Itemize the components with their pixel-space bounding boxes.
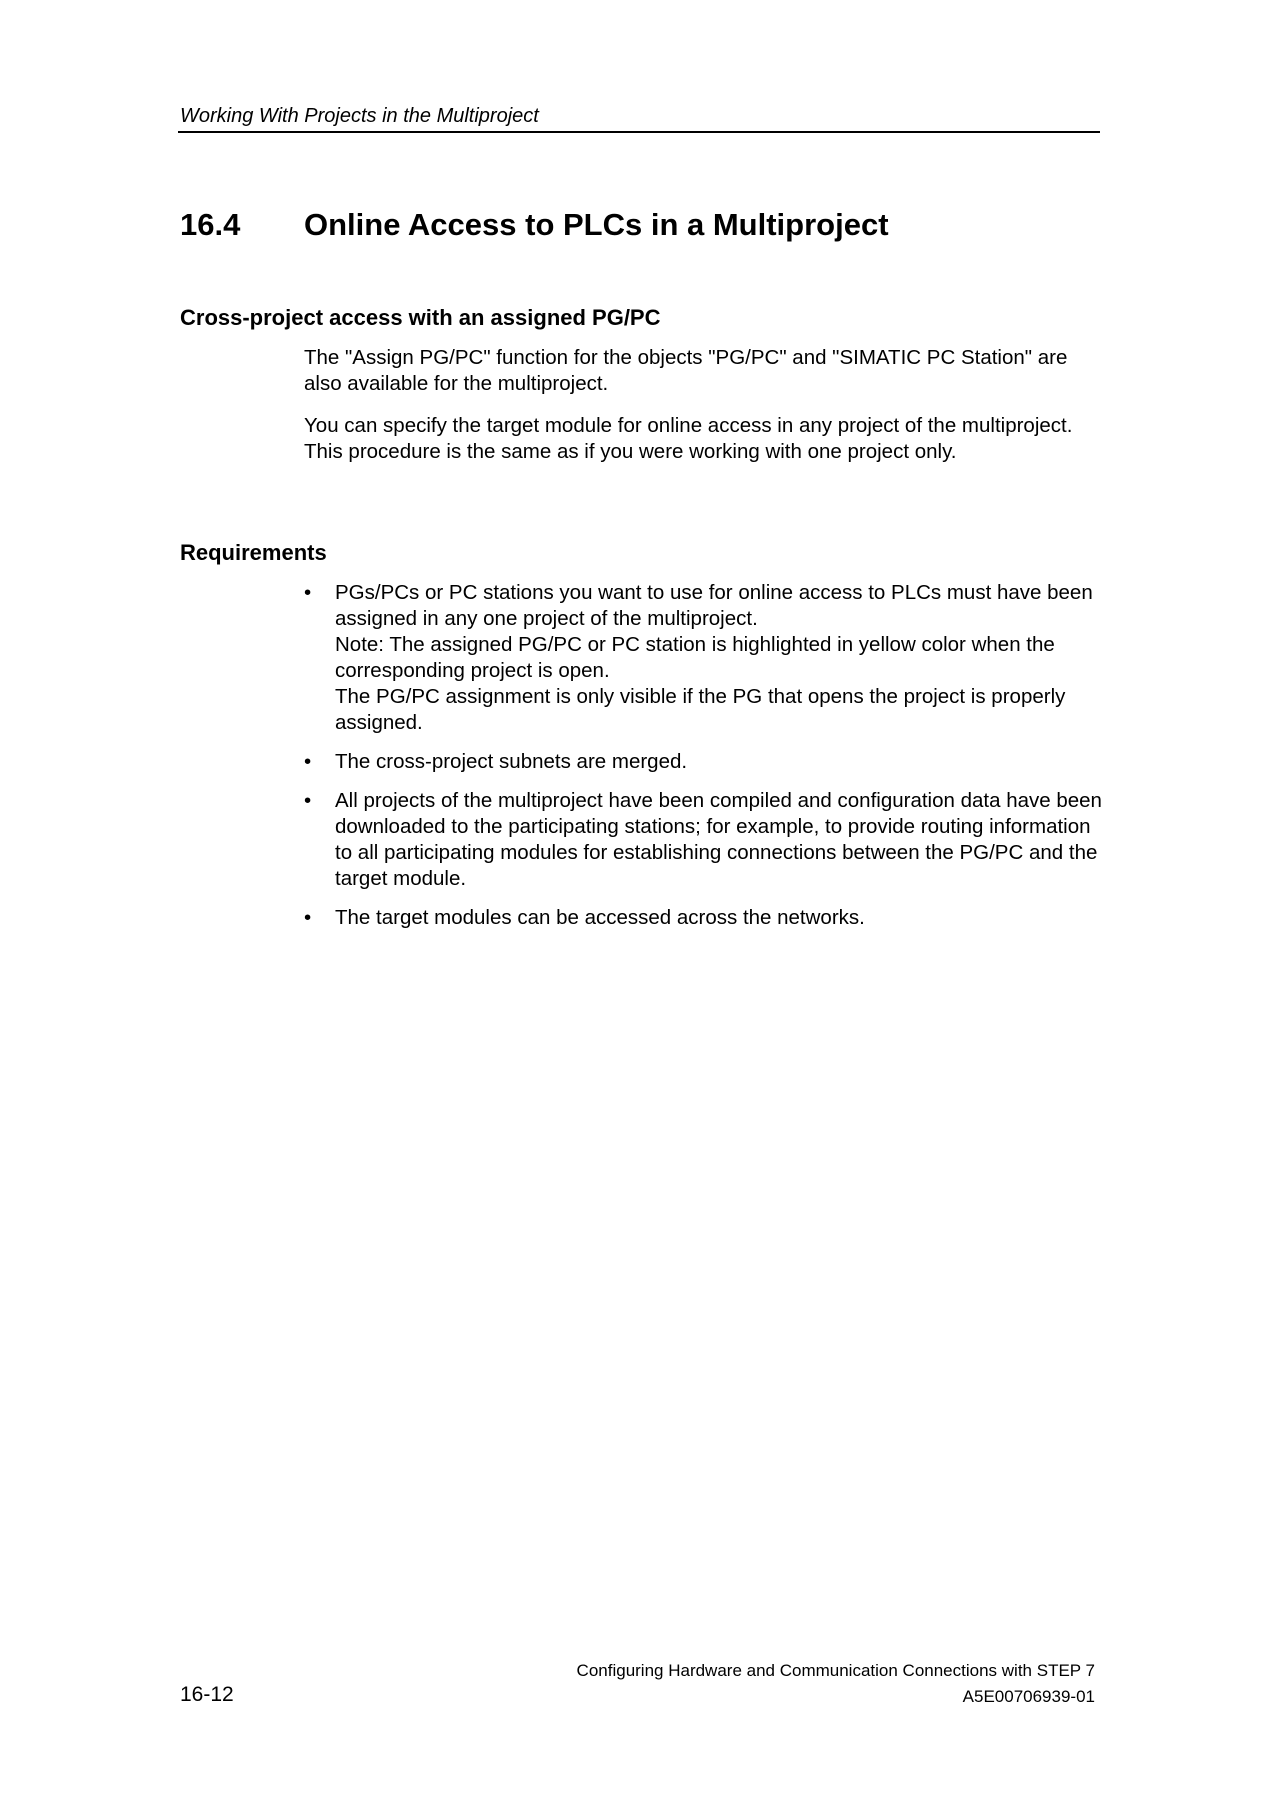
- list-item-text: The cross-project subnets are merged.: [335, 750, 688, 773]
- footer-document-number: A5E00706939-01: [962, 1687, 1095, 1706]
- cross-project-body: [304, 345, 1084, 481]
- list-item-text: All projects of the multiproject have been compiled and configuration data have been downloaded to the participating stations; for example, to provide routing information to all participating modules for establishing connections between the PG/PC and the target module.: [335, 789, 1102, 890]
- bullet: •: [304, 789, 312, 812]
- list-item: [304, 749, 1104, 775]
- bullet: •: [304, 906, 312, 929]
- section-title: [180, 206, 889, 244]
- requirements-list: [304, 580, 1104, 944]
- running-header: Working With Projects in the Multiproject: [180, 105, 539, 127]
- list-item-note: Note: The assigned PG/PC or PC station is highlighted in yellow color when the corresponding project is open.: [335, 633, 1055, 682]
- list-item-extra: The PG/PC assignment is only visible if the PG that opens the project is properly assigned.: [335, 685, 1066, 734]
- cross-project-heading: Cross-project access with an assigned PG/PC: [180, 305, 661, 330]
- footer-page-number: 16-12: [180, 1683, 234, 1706]
- bullet: •: [304, 581, 312, 604]
- footer-manual-title: Configuring Hardware and Communication Connections with STEP 7: [576, 1661, 1095, 1680]
- section-title-text: Online Access to PLCs in a Multiproject: [304, 207, 889, 242]
- paragraph: The "Assign PG/PC" function for the objects "PG/PC" and "SIMATIC PC Station" are also available for the multiproject.: [304, 346, 1068, 395]
- section-number: 16.4: [180, 207, 241, 242]
- header-rule: [178, 131, 1100, 133]
- list-item: [304, 905, 1104, 931]
- requirements-heading: Requirements: [180, 540, 327, 565]
- list-item-text: PGs/PCs or PC stations you want to use for online access to PLCs must have been assigned in any one project of the multiproject.: [335, 581, 1093, 630]
- list-item-text: The target modules can be accessed across the networks.: [335, 906, 865, 929]
- paragraph: You can specify the target module for online access in any project of the multiproject. This procedure is the same as if you were working with one project only.: [304, 414, 1073, 463]
- list-item: [304, 788, 1104, 892]
- bullet: •: [304, 750, 312, 773]
- list-item: [304, 580, 1104, 736]
